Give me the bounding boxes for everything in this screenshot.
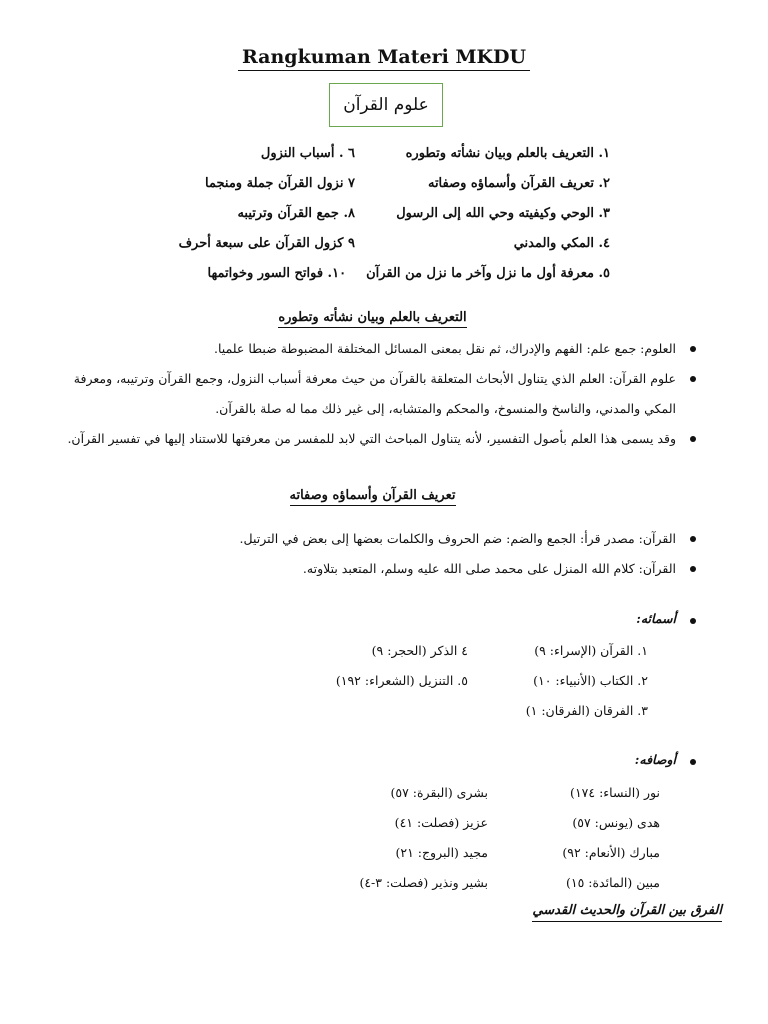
description-item: بشير ونذير (فصلت: ٣-٤) xyxy=(359,874,488,890)
toc-item: ٦ . أسباب النزول xyxy=(260,145,355,161)
toc-item: ٧ نزول القرآن جملة ومنجما xyxy=(205,175,355,191)
bullet-item: وقد يسمى هذا العلم بأصول التفسير، لأنه يتناول المباحث التي لابد للمفسر من معرفتها للاستناد إليها في تفسير القرآن. xyxy=(60,424,700,454)
toc-row xyxy=(120,168,610,198)
descriptions-row xyxy=(359,837,660,867)
toc-row xyxy=(120,228,610,258)
toc-item: ٥. معرفة أول ما نزل وآخر ما نزل من القرآن xyxy=(366,265,610,281)
toc-item: ٢. تعريف القرآن وأسماؤه وصفاته xyxy=(427,175,610,191)
toc-row xyxy=(120,198,610,228)
name-item: ٣. الفرقان (الفرقان: ١) xyxy=(525,702,648,718)
descriptions-heading: أوصافه: xyxy=(635,752,700,767)
toc-row xyxy=(120,138,610,168)
description-item: عزيز (فصلت: ٤١) xyxy=(394,814,488,830)
toc-item: ١. التعريف بالعلم وبيان نشأته وتطوره xyxy=(405,145,610,161)
description-item: مبارك (الأنعام: ٩٢) xyxy=(562,844,660,860)
toc-item: ١٠. فواتح السور وخواتمها xyxy=(207,265,347,281)
bullet-item: القرآن: مصدر قرأ: الجمع والضم: ضم الحروف والكلمات بعضها إلى بعض في الترتيل. xyxy=(60,524,700,554)
description-item: بشرى (البقرة: ٥٧) xyxy=(390,784,488,800)
subject-box xyxy=(329,83,443,127)
definition-bullets xyxy=(60,334,700,454)
bullet-item: علوم القرآن: العلم الذي يتناول الأبحاث المتعلقة بالقرآن من حيث معرفة أسباب النزول، وجمع القرآن وترتيبه، ومعرفة المكي والمدني، والناسخ والمنسوخ، والمحكم والمتشابه، إلى غير ذلك مما له صلة بالقرآن. xyxy=(60,364,700,424)
names-row xyxy=(336,665,648,695)
name-item: ٤ الذكر (الحجر: ٩) xyxy=(371,642,468,658)
table-of-contents xyxy=(120,138,610,288)
description-item: مجيد (البروج: ٢١) xyxy=(395,844,488,860)
subject-title: علوم القرآن xyxy=(343,95,429,115)
toc-item: ٤. المكي والمدني xyxy=(513,235,610,251)
toc-row xyxy=(120,258,610,288)
bullet-item: القرآن: كلام الله المنزل على محمد صلى الله عليه وسلم، المتعبد بتلاوته. xyxy=(60,554,700,584)
difference-heading: الفرق بين القرآن والحديث القدسي xyxy=(532,903,722,918)
section-heading-quran-definition: تعريف القرآن وأسماؤه وصفاته xyxy=(0,488,745,503)
description-item: مبين (المائدة: ١٥) xyxy=(565,874,660,890)
toc-item: ٨. جمع القرآن وترتيبه xyxy=(237,205,355,221)
descriptions-row xyxy=(359,777,660,807)
names-row xyxy=(336,635,648,665)
toc-item: ٩ كزول القرآن على سبعة أحرف xyxy=(178,235,355,251)
bullet-item: العلوم: جمع علم: الفهم والإدراك، ثم نقل بمعنى المسائل المختلفة المضبوطة ضبطا علميا. xyxy=(60,334,700,364)
quran-definition-bullets xyxy=(60,524,700,584)
descriptions-list xyxy=(359,777,660,897)
names-row xyxy=(336,695,648,725)
name-item: ٥. التنزيل (الشعراء: ١٩٢) xyxy=(335,672,468,688)
toc-item: ٣. الوحي وكيفيته وحي الله إلى الرسول xyxy=(396,205,610,221)
name-item: ١. القرآن (الإسراء: ٩) xyxy=(534,642,648,658)
descriptions-row xyxy=(359,807,660,837)
names-list xyxy=(336,635,648,725)
description-item: نور (النساء: ١٧٤) xyxy=(570,784,660,800)
name-item: ٢. الكتاب (الأنبياء: ١٠) xyxy=(533,672,648,688)
document-title: Rangkuman Materi MKDU xyxy=(0,46,768,68)
names-heading: أسمائه: xyxy=(636,611,700,626)
section-heading-definition: التعريف بالعلم وبيان نشأته وتطوره xyxy=(0,310,745,325)
descriptions-row xyxy=(359,867,660,897)
description-item: هدى (يونس: ٥٧) xyxy=(572,814,660,830)
